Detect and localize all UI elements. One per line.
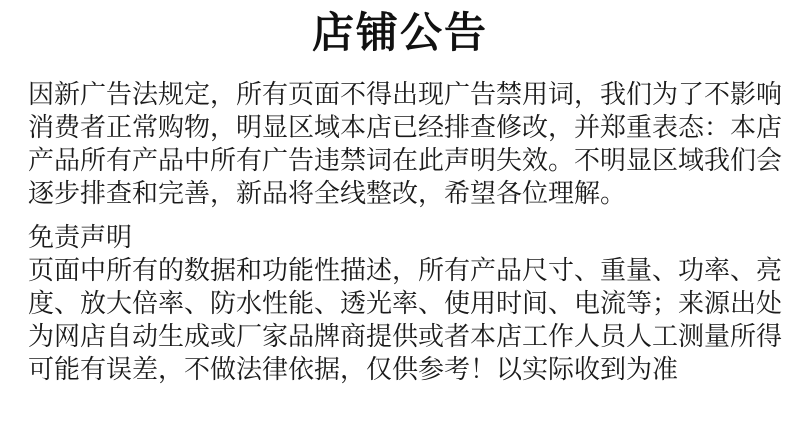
notice-line: 产品所有产品中所有广告违禁词在此声明失效。不明显区域我们会 (28, 145, 783, 175)
disclaimer-line: 可能有误差，不做法律依据，仅供参考！以实际收到为准 (28, 354, 679, 384)
notice-line: 因新广告法规定，所有页面不得出现广告禁用词，我们为了不影响 (28, 79, 783, 109)
disclaimer-line: 为网店自动生成或厂家品牌商提供或者本店工作人员人工测量所得 (28, 321, 783, 351)
notice-line: 逐步排查和完善，新品将全线整改，希望各位理解。 (28, 178, 627, 208)
notice-line: 消费者正常购物，明显区域本店已经排查修改，并郑重表态：本店 (28, 112, 783, 142)
page-title: 店铺公告 (311, 9, 488, 56)
notice-paragraph (28, 78, 783, 210)
disclaimer-heading: 免责声明 (28, 222, 133, 252)
disclaimer-paragraph (28, 254, 783, 386)
disclaimer-line: 页面中所有的数据和功能性描述，所有产品尺寸、重量、功率、亮 (28, 255, 783, 285)
disclaimer-line: 度、放大倍率、防水性能、透光率、使用时间、电流等；来源出处 (28, 288, 783, 318)
